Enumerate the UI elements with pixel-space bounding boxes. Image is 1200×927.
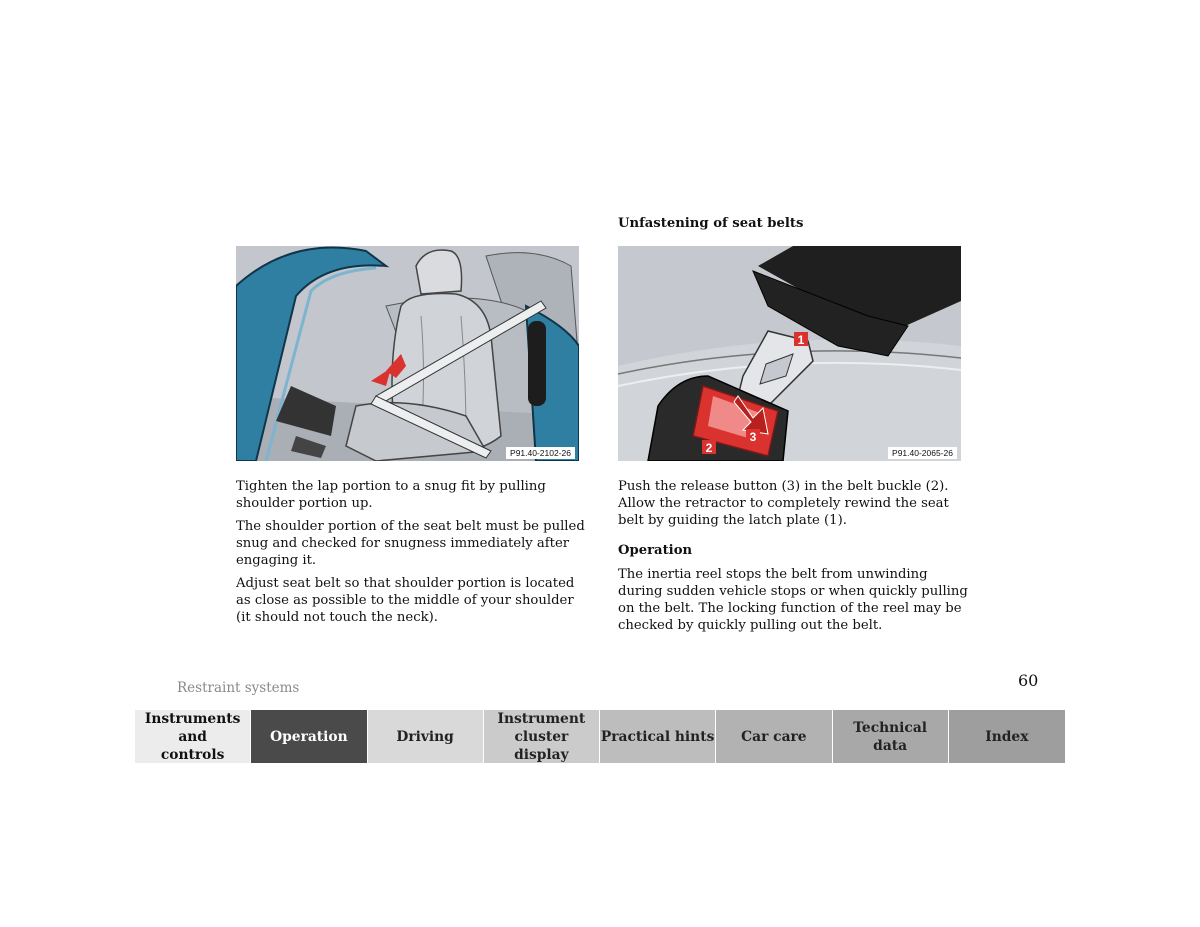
tab-instrument-cluster-display[interactable]: Instrument cluster display [484, 710, 600, 763]
paragraph: The inertia reel stops the belt from unwinding during sudden vehicle stops or when quickly pulling on the belt. The locking function of the reel may be checked by quickly pulling out the belt. [618, 567, 968, 633]
chapter-navigation [135, 710, 1065, 763]
subheading-operation: Operation [618, 543, 693, 558]
paragraph: The shoulder portion of the seat belt must be pulled snug and checked for snugness immediately after engaging it. [236, 519, 585, 568]
tab-index[interactable]: Index [949, 710, 1065, 763]
page-number: 60 [1018, 671, 1039, 690]
tab-practical-hints[interactable]: Practical hints [600, 710, 716, 763]
tab-technical-data[interactable]: Technical data [833, 710, 949, 763]
section-heading-unfastening: Unfastening of seat belts [618, 216, 804, 231]
seat-belt-buckle-illustration [618, 246, 961, 461]
figure-code: P91.40-2065-26 [888, 447, 957, 459]
seat-belt-tightening-illustration [236, 246, 579, 461]
section-label: Restraint systems [177, 680, 300, 696]
callout-latch-plate: 1 [797, 333, 805, 347]
tab-operation[interactable]: Operation [251, 710, 367, 763]
tab-instruments-and-controls[interactable]: Instruments and controls [135, 710, 251, 763]
paragraph: Push the release button (3) in the belt buckle (2). Allow the retractor to completely rewind the seat belt by guiding the latch plate (1). [618, 479, 949, 528]
tab-driving[interactable]: Driving [368, 710, 484, 763]
paragraph: Adjust seat belt so that shoulder portion is located as close as possible to the middle of your shoulder (it should not touch the neck). [236, 576, 575, 625]
callout-release-button: 3 [749, 430, 757, 444]
paragraph: Tighten the lap portion to a snug fit by pulling shoulder portion up. [236, 479, 546, 511]
left-text-column [236, 478, 586, 626]
tab-car-care[interactable]: Car care [716, 710, 832, 763]
right-text-column [618, 478, 968, 634]
figure-code: P91.40-2102-26 [506, 447, 575, 459]
seat-illustration-svg [236, 246, 579, 461]
buckle-illustration-svg [618, 246, 961, 461]
callout-buckle: 2 [705, 441, 713, 455]
